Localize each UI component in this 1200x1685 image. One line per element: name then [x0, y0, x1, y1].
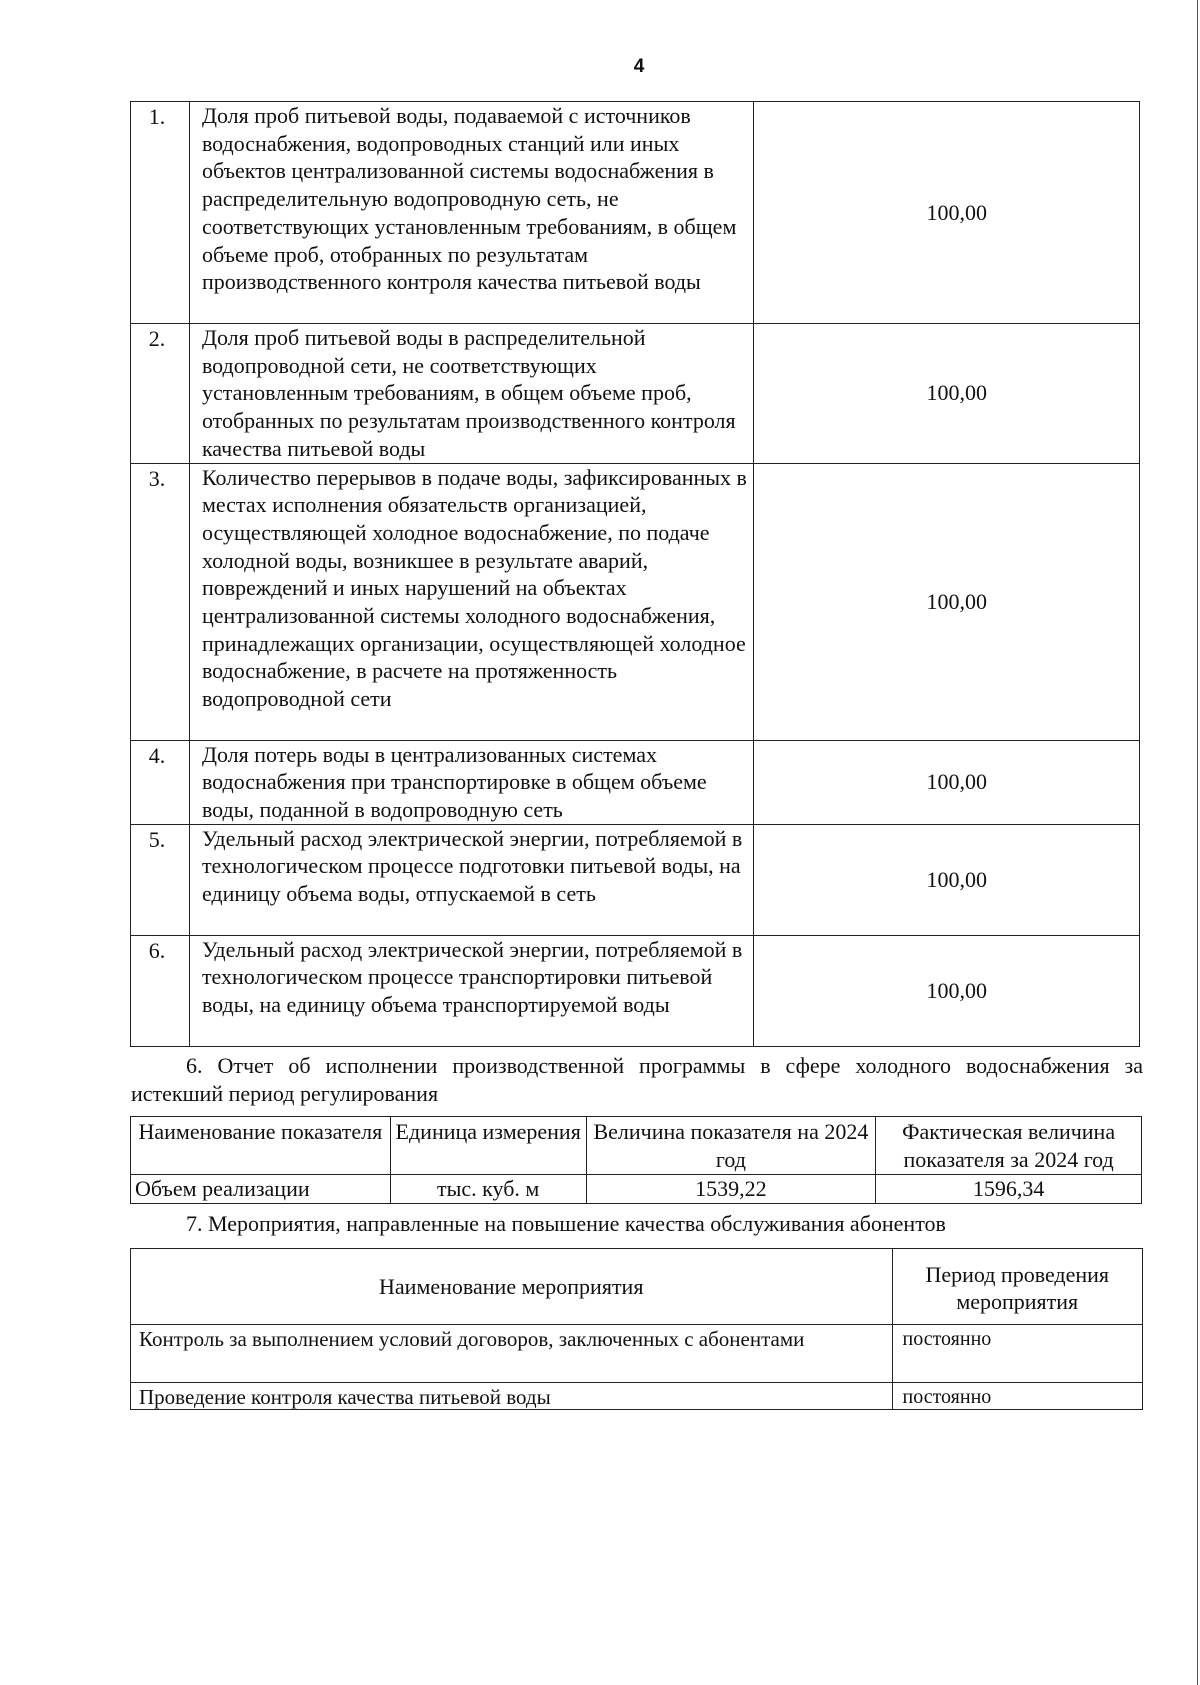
indicator-number: 4.: [131, 740, 190, 824]
indicator-number: 1.: [131, 102, 190, 324]
activity-row: [131, 1383, 1143, 1410]
header-planned-value: Величина показателя на 2024 год: [586, 1117, 876, 1175]
indicator-row: [131, 463, 1140, 740]
indicator-description: Доля потерь воды в централизованных системах водоснабжения при транспортировке в общем объеме воды, поданной в водопроводную сеть: [189, 740, 753, 824]
activity-row: [131, 1325, 1143, 1383]
section-7-heading: 7. Мероприятия, направленные на повышение качества обслуживания абонентов: [186, 1211, 946, 1236]
indicator-number: 5.: [131, 824, 190, 935]
activities-table: [130, 1248, 1143, 1410]
header-actual-value: Фактическая величина показателя за 2024 год: [876, 1117, 1142, 1175]
activity-period: постоянно: [892, 1383, 1143, 1410]
page-number: 4: [633, 56, 645, 77]
indicator-number: 6.: [131, 935, 190, 1046]
indicator-description: Доля проб питьевой воды, подаваемой с источников водоснабжения, водопроводных станций или иных объектов централизованной системы водоснабжения в распределительную водопроводную сеть, не соответствующих установленным требованиям, в общем объеме проб, отобранных по результатам производственного контроля качества питьевой воды: [189, 102, 753, 324]
indicator-value: 100,00: [754, 740, 1140, 824]
header-unit: Единица измерения: [390, 1117, 586, 1175]
activity-name: Проведение контроля качества питьевой воды: [131, 1383, 893, 1410]
indicator-value: 100,00: [754, 324, 1140, 464]
header-activity-period: Период проведения мероприятия: [892, 1249, 1143, 1325]
planned-value-cell: 1539,22: [586, 1175, 876, 1204]
indicator-value: 100,00: [754, 935, 1140, 1046]
indicator-value: 100,00: [754, 102, 1140, 324]
activities-header-row: [131, 1249, 1143, 1325]
activity-period: постоянно: [892, 1325, 1143, 1383]
unit-cell: тыс. куб. м: [390, 1175, 586, 1204]
section-6-heading: 6. Отчет об исполнении производственной программы в сфере холодного водоснабжения за истекший период регулирования: [131, 1053, 1143, 1106]
indicator-description: Количество перерывов в подаче воды, зафиксированных в местах исполнения обязательств организацией, осуществляющей холодное водоснабжение, по подаче холодной воды, возникшее в результате аварий, повреждений и иных нарушений на объектах централизованной системы холодного водоснабжения, принадлежащих организации, осуществляющей холодное водоснабжение, в расчете на протяженность водопроводной сети: [189, 463, 753, 740]
indicator-value: 100,00: [754, 824, 1140, 935]
indicator-row: [131, 102, 1140, 324]
production-program-table: [130, 1116, 1142, 1204]
actual-value-cell: 1596,34: [876, 1175, 1142, 1204]
program-header-row: [131, 1117, 1142, 1175]
program-data-row: [131, 1175, 1142, 1204]
scan-edge-line: [1197, 0, 1198, 1685]
indicator-name-cell: Объем реализации: [131, 1175, 391, 1204]
indicator-value: 100,00: [754, 463, 1140, 740]
indicator-row: [131, 935, 1140, 1046]
indicator-number: 2.: [131, 324, 190, 464]
activity-name: Контроль за выполнением условий договоров, заключенных с абонентами: [131, 1325, 893, 1383]
header-activity-name: Наименование мероприятия: [131, 1249, 893, 1325]
indicator-row: [131, 324, 1140, 464]
indicator-number: 3.: [131, 463, 190, 740]
header-indicator-name: Наименование показателя: [131, 1117, 391, 1175]
indicator-row: [131, 740, 1140, 824]
indicator-description: Удельный расход электрической энергии, потребляемой в технологическом процессе подготовки питьевой воды, на единицу объема воды, отпускаемой в сеть: [189, 824, 753, 935]
indicator-description: Доля проб питьевой воды в распределительной водопроводной сети, не соответствующих установленным требованиям, в общем объеме проб, отобранных по результатам производственного контроля качества питьевой воды: [189, 324, 753, 464]
indicator-description: Удельный расход электрической энергии, потребляемой в технологическом процессе транспортировки питьевой воды, на единицу объема транспортируемой воды: [189, 935, 753, 1046]
indicator-row: [131, 824, 1140, 935]
indicators-table: [130, 101, 1140, 1047]
